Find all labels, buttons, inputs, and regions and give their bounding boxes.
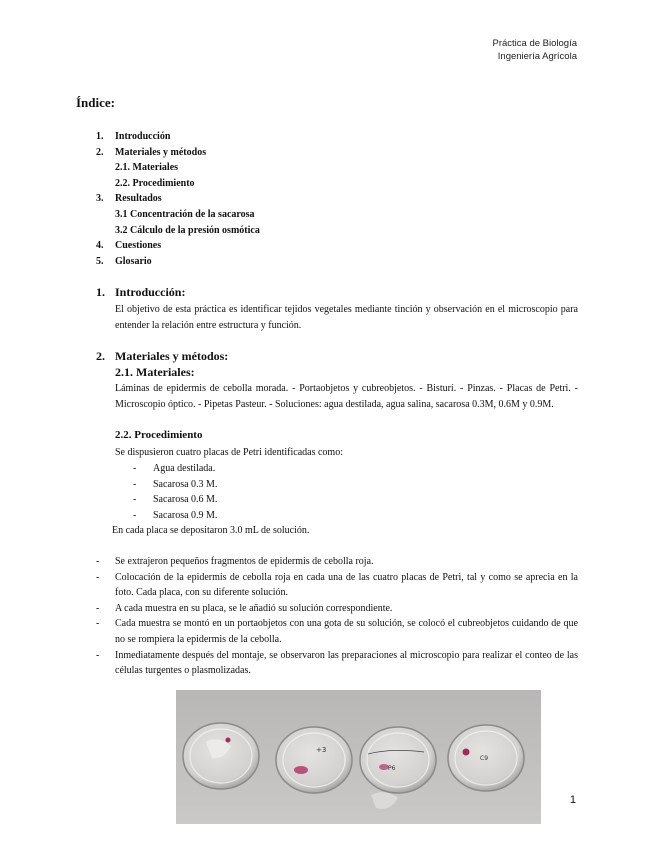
page-header — [493, 37, 578, 63]
materials-list-text: Láminas de epidermis de cebolla morada. - Portaobjetos y cubreobjetos. - Bisturí. - Pinzas. - Placas de Petri. - Microscopio óptico. - Pipetas Pasteur. - Soluciones: agua destilada, agua salina, sacarosa 0.3M, 0.6M y 0.9M. — [115, 383, 578, 410]
list-item: - Cada muestra se montó en un portaobjetos con una gota de su solución, se colocó el cubreobjetos cuidando de que no se rompiera la epidermis de la cebolla. — [96, 618, 578, 645]
toc-subitem[interactable]: 3.2 Cálculo de la presión osmótica — [115, 224, 260, 236]
dish-label: C9 — [480, 755, 489, 762]
index-title: Índice: — [76, 95, 115, 110]
intro-paragraph: El objetivo de esta práctica es identificar tejidos vegetales mediante tinción y observación en el microscopio para entender la relación entre estructura y función. — [115, 304, 578, 331]
toc-item[interactable]: 5. Glosario — [96, 255, 152, 267]
procedure-intro: Se dispusieron cuatro placas de Petri identificadas como: — [115, 447, 343, 458]
toc-item[interactable]: 4. Cuestiones — [96, 240, 162, 252]
header-course: Práctica de Biología — [492, 38, 577, 49]
petri-dish — [448, 725, 524, 791]
list-item: - Colocación de la epidermis de cebolla roja en cada una de las cuatro placas de Petri, tal y como se aprecia en la foto. Cada placa, con su diferente solución. — [96, 571, 578, 599]
toc-subitem[interactable]: 2.1. Materiales — [115, 162, 179, 174]
toc-subitem[interactable]: 2.2. Procedimiento — [115, 177, 195, 189]
intro-heading: 1. Introducción: — [96, 285, 186, 299]
toc-subitem[interactable]: 3.1 Concentración de la sacarosa — [115, 208, 255, 220]
petri-dish — [183, 723, 259, 789]
toc-item[interactable]: 3. Resultados — [96, 193, 162, 205]
list-item: - Sacarosa 0.6 M. — [133, 494, 218, 506]
toc-item[interactable]: 2. Materiales y métodos — [96, 146, 207, 158]
materials-subheading: 2.1. Materiales: — [115, 365, 195, 379]
dish-label: P6 — [388, 765, 396, 772]
procedure-subheading: 2.2. Procedimiento — [115, 429, 203, 441]
dish-label: +3 — [316, 746, 327, 754]
list-item: - Sacarosa 0.9 M. — [133, 509, 218, 521]
list-item: - A cada muestra en su placa, se le añadió su solución correspondiente. — [96, 602, 393, 614]
procedure-steps — [96, 554, 578, 679]
materials-heading: 2. Materiales y métodos: — [96, 349, 229, 363]
list-item: - Agua destilada. — [133, 463, 216, 474]
list-item: - Se extrajeron pequeños fragmentos de epidermis de cebolla roja. — [96, 556, 374, 567]
petri-dish — [276, 727, 352, 793]
plates-list — [133, 461, 217, 523]
petri-dish — [360, 727, 436, 793]
volume-note: En cada placa se depositaron 3.0 mL de solución. — [112, 525, 310, 536]
list-item: - Sacarosa 0.3 M. — [133, 478, 218, 490]
header-program: Ingeniería Agrícola — [497, 51, 577, 62]
table-of-contents — [96, 129, 260, 269]
petri-dishes-photo — [176, 690, 541, 824]
toc-item[interactable]: 1. Introducción — [96, 131, 171, 142]
list-item: - Inmediatamente después del montaje, se observaron las preparaciones al microscopio para realizar el conteo de las células turgentes o plasmolizadas. — [96, 649, 578, 677]
page-number: 1 — [569, 794, 576, 806]
